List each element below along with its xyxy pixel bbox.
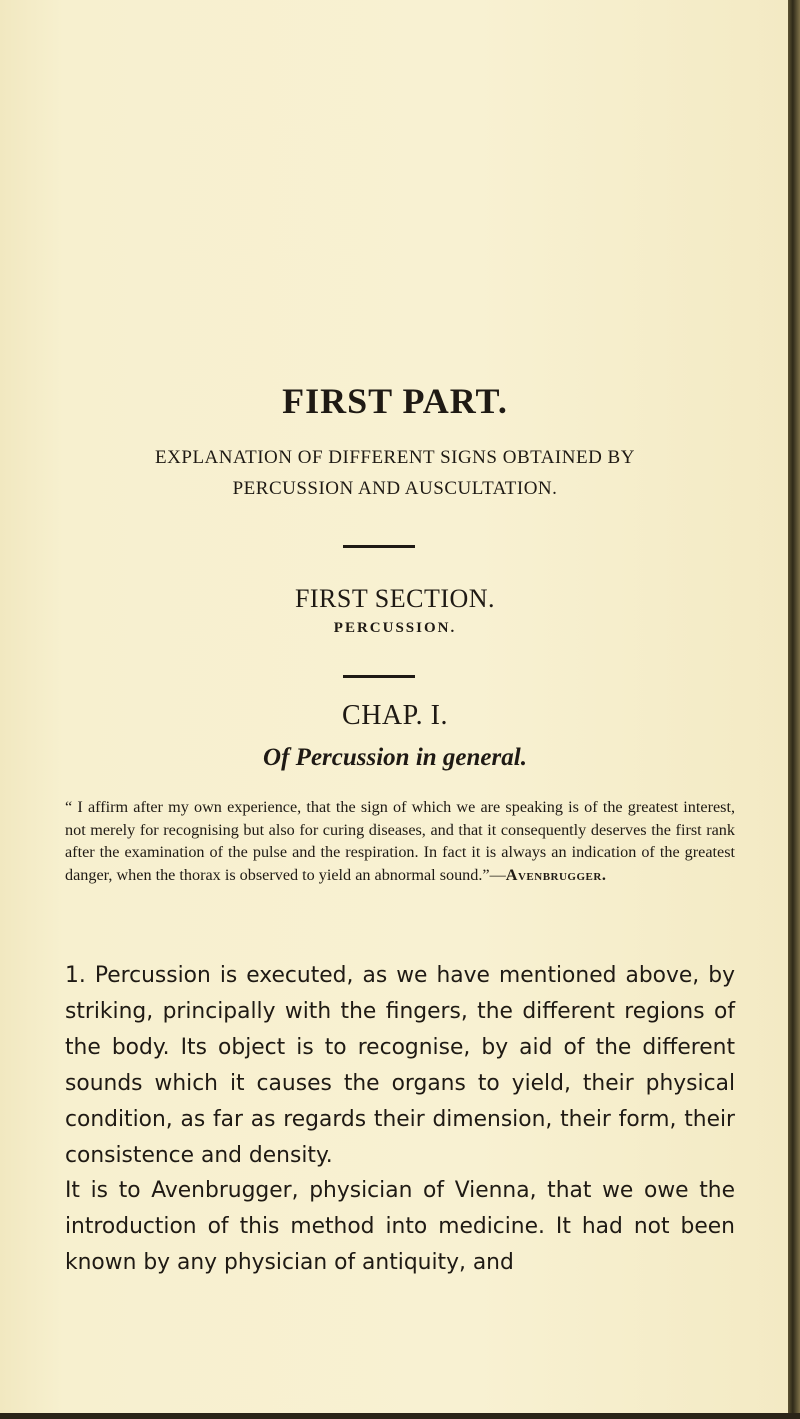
paragraph-2 bbox=[65, 1173, 735, 1281]
body-text bbox=[65, 958, 735, 1281]
paragraph-1: 1. Percussion is executed, as we have mentioned above, by striking, principally with the fingers, the different regions of the body. Its object is to recognise, by aid of the different sounds which it causes the organs to yield, their physical condition, as far as regards their dimension, their form, their consistence and density. bbox=[65, 963, 735, 1168]
part-subtitle-line-2: PERCUSSION AND AUSCULTATION. bbox=[232, 478, 558, 499]
chapter-subtitle: Of Percussion in general. bbox=[263, 744, 527, 771]
quote-author: Avenbrugger. bbox=[505, 866, 607, 885]
section-divider bbox=[343, 545, 415, 548]
page-bottom-edge bbox=[0, 1413, 800, 1419]
book-spine-edge bbox=[788, 0, 800, 1419]
part-title: FIRST PART. bbox=[282, 381, 508, 421]
paragraph-2-text: It is to Avenbrugger, physician of Vienna, that we owe the introduction of this method into medicine. It had not been known by any physician of antiquity, and bbox=[65, 1178, 735, 1276]
section-title: FIRST SECTION. bbox=[294, 584, 496, 613]
quote-text: “ I affirm after my own experience, that the sign of which we are speaking is of the greatest interest, not merely for recognising but also for curing diseases, and that it consequently deserves the first rank after the examination of the pulse and the respiration. In fact it is always an indication of the greatest danger, when the thorax is observed to yield an abnormal sound.”— bbox=[65, 798, 735, 885]
section-subtitle: PERCUSSION. bbox=[333, 620, 457, 636]
chapter-title: CHAP. I. bbox=[342, 700, 448, 731]
epigraph-quote bbox=[65, 796, 735, 887]
chapter-divider bbox=[343, 675, 415, 678]
part-subtitle bbox=[0, 442, 790, 504]
part-subtitle-line-1: EXPLANATION OF DIFFERENT SIGNS OBTAINED BY bbox=[155, 447, 635, 468]
